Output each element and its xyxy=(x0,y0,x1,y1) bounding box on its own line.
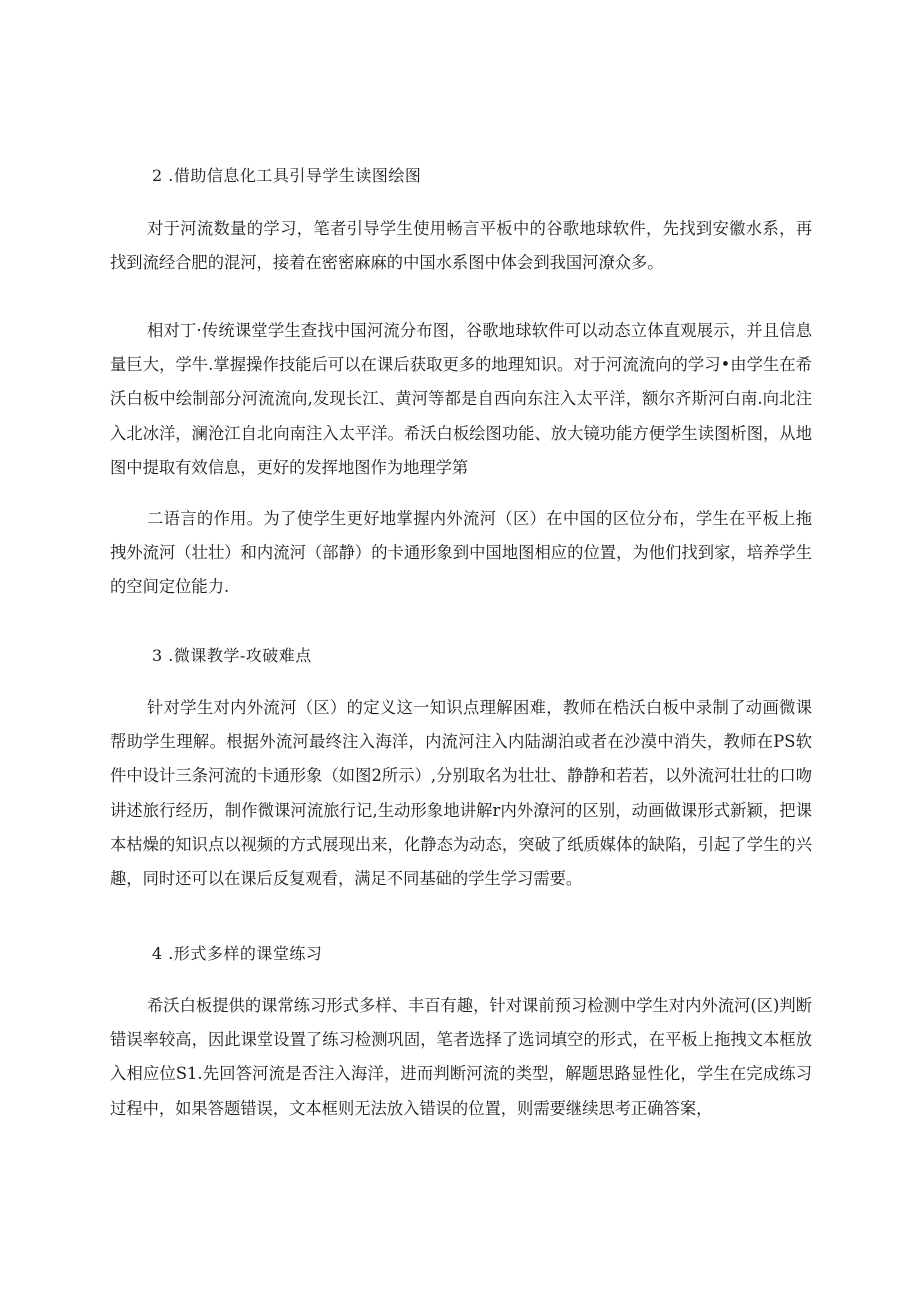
paragraph-river-direction: 相对丁·传统课堂学生查找中国河流分布图，谷歌地球软件可以动态立体直观展示，并且信息量巨大，学牛.掌握操作技能后可以在课后获取更多的地理知识。对于河流流向的学习•由学生在希沃白板中绘制部分河流流向,发现长江、黄河等都是自西向东注入太平洋，额尔齐斯河白南.向北注入北冰洋，澜沧江自北向南注入太平洋。希沃白板绘图功能、放大镜功能方便学生读图析图，从地图中提取有效信息，更好的发挥地图作为地理学第 xyxy=(110,321,812,477)
paragraph-river-count: 对于河流数量的学习，笔者引导学生使用畅言平板中的谷歌地球软件，先找到安徽水系，再找到流经合肥的混河，接着在密密麻麻的中国水系图中体会到我国河潦众多。 xyxy=(110,219,812,273)
paragraph-micro-lesson: 针对学生对内外流河（区）的定义这一知识点理解困难，教师在梏沃白板中录制了动画微课帮助学生理解。根据外流河最终注入海洋，内流河注入内陆湖泊或者在沙漠中消失，教师在PS软件中设计三条河流的卡通形象（如图2所示）,分别取名为壮壮、静静和若若，以外流河壮壮的口吻讲述旅行经历，制作微课河流旅行记,生动形象地讲解r内外潦河的区别，动画做课形式新颖，把课本枯燥的知识点以视频的方式展现出来，化静态为动态，突破了纸质媒体的缺陷，引起了学生的兴趣，同时还可以在课后反复观看，满足不同基础的学生学习需要。 xyxy=(110,698,812,889)
section-heading-3: 3 .微课教学-攻破难点 xyxy=(152,646,312,665)
section-heading-2: 2 .借助信息化工具引导学生读图绘图 xyxy=(152,166,422,185)
paragraph-spatial-positioning: 二语言的作用。为了使学生更好地掌握内外流河（区）在中国的区位分布，学生在平板上拖拽外流河（壮壮）和内流河（部静）的卡通形象到中国地图相应的位置，为他们找到家，培养学生的空间定位能力. xyxy=(110,509,812,597)
section-heading-4: 4 .形式多样的课堂练习 xyxy=(152,944,323,963)
paragraph-classroom-practice: 希沃白板提供的课常练习形式多样、丰百有趣，针对课前预习检测中学生对内外流河(区)判断错误率较高，因此课堂设置了练习检测巩固，笔者选择了选词填空的形式，在平板上拖拽文本框放入相应位S1.先回答河流是否注入海洋，进而判断河流的类型，解题思路显性化，学生在完成练习过程中，如果答题错误，文本框则无法放入错误的位置，则需要继续思考正确答案， xyxy=(110,996,812,1118)
